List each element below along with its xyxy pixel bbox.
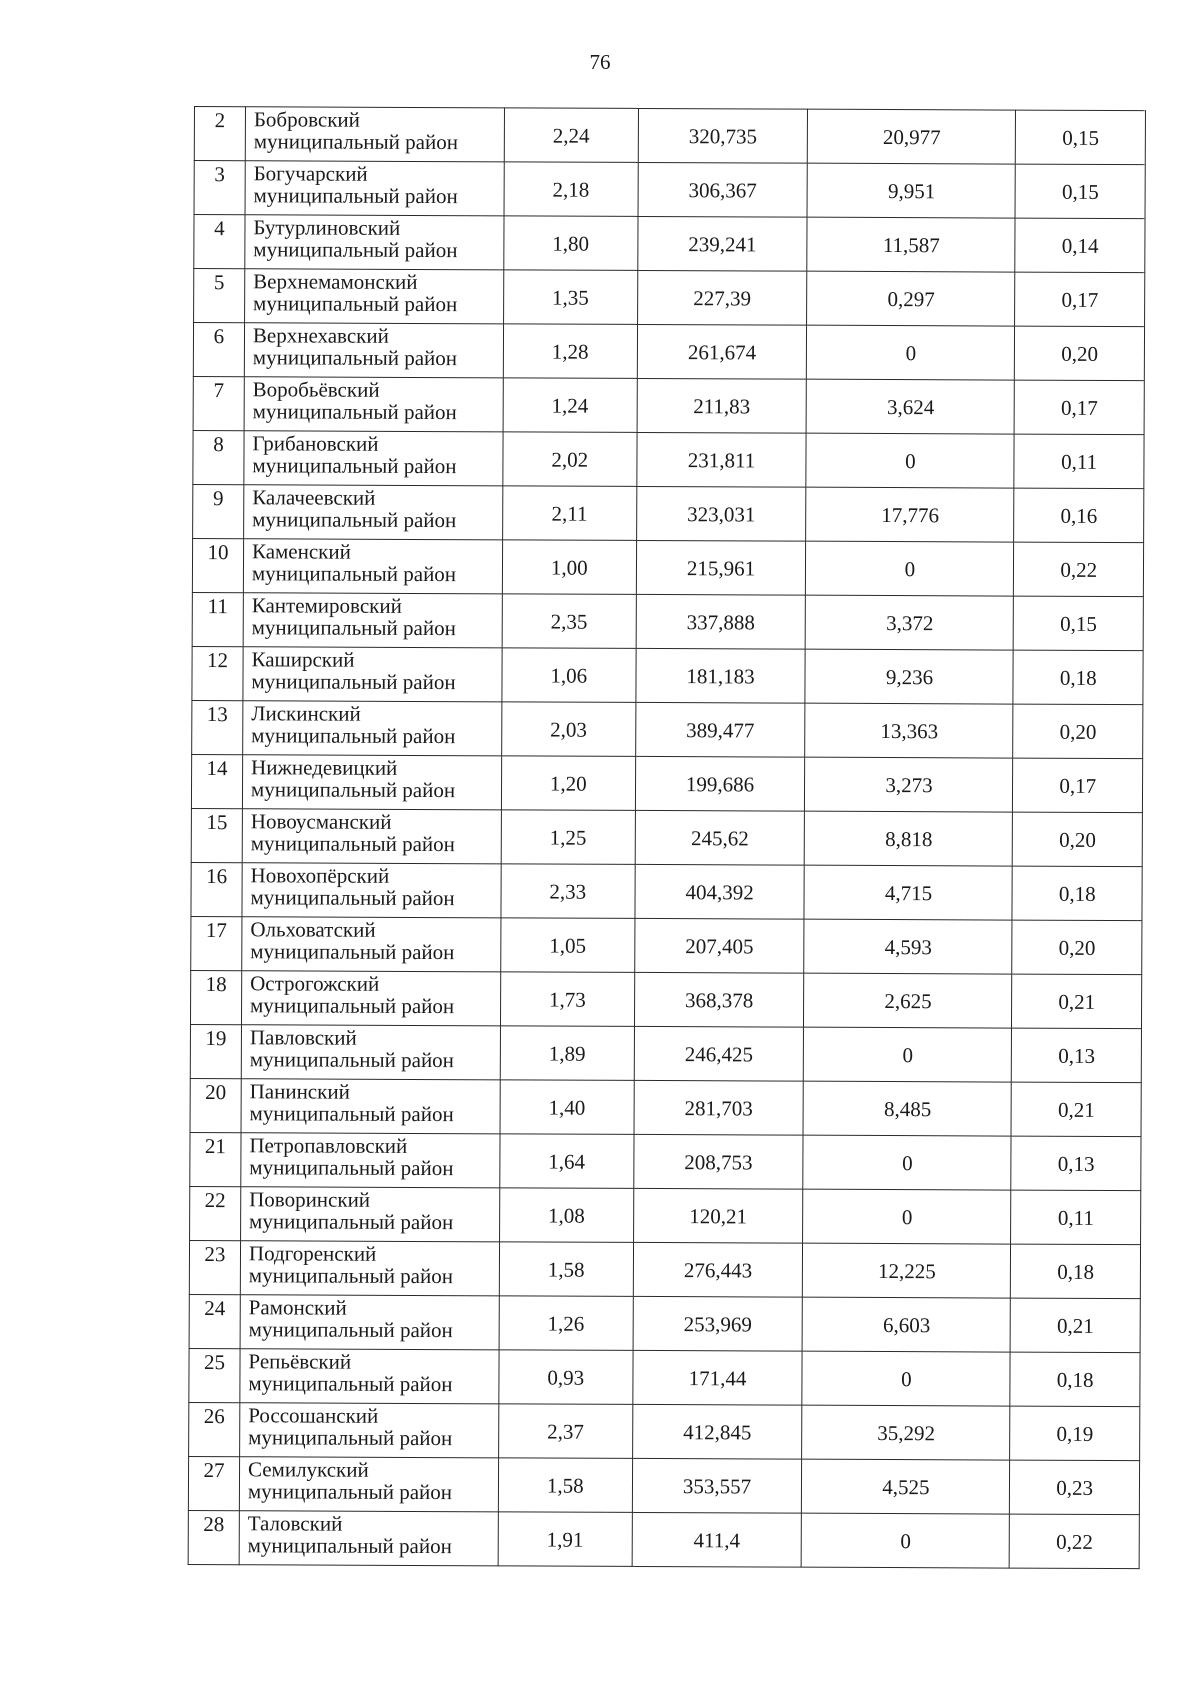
value-cell-v1: 1,05 (501, 918, 635, 973)
table-row (190, 1186, 1141, 1244)
district-type: муниципальный район (249, 993, 455, 1019)
district-type: муниципальный район (248, 1317, 453, 1343)
value-cell-v1: 1,80 (504, 216, 638, 271)
district-name: Рамонский (248, 1295, 347, 1320)
value-cell-v1: 2,35 (502, 594, 636, 649)
district-type: муниципальный район (248, 1425, 453, 1451)
district-name-cell (244, 377, 503, 432)
district-type: муниципальный район (252, 399, 457, 425)
table-row (192, 700, 1143, 758)
table-row (190, 1132, 1141, 1190)
district-type: муниципальный район (247, 1533, 452, 1559)
district-name-cell (244, 485, 503, 540)
value-cell-v4: 0,20 (1013, 812, 1143, 867)
value-cell-v4: 0,20 (1013, 704, 1143, 759)
district-name-cell (240, 1241, 499, 1296)
table-row (191, 862, 1142, 920)
value-cell-v3: 3,372 (806, 595, 1014, 650)
district-name-cell (245, 215, 504, 270)
value-cell-v1: 2,02 (503, 432, 637, 487)
row-number: 7 (193, 376, 244, 430)
table-row (189, 1294, 1140, 1352)
district-type: муниципальный район (249, 1047, 455, 1073)
district-type: муниципальный район (251, 723, 456, 749)
district-name-cell (243, 701, 502, 756)
value-cell-v3: 3,273 (805, 757, 1013, 812)
value-cell-v1: 1,58 (499, 1242, 633, 1297)
district-name: Ольховатский (250, 917, 376, 942)
district-name: Подгоренский (248, 1241, 377, 1266)
value-cell-v4: 0,15 (1014, 596, 1144, 651)
district-name-cell (239, 1511, 498, 1566)
value-cell-v4: 0,15 (1016, 164, 1146, 219)
district-name: Калачеевский (252, 485, 376, 510)
value-cell-v3: 0 (803, 1189, 1011, 1244)
district-name-cell (242, 755, 501, 810)
table-row (189, 1348, 1140, 1406)
row-number: 18 (190, 970, 241, 1024)
table-row (189, 1402, 1140, 1460)
value-cell-v3: 2,625 (804, 973, 1012, 1028)
row-number: 25 (189, 1348, 240, 1402)
value-cell-v1: 1,40 (500, 1080, 634, 1135)
district-type: муниципальный район (249, 1155, 454, 1181)
row-number: 6 (193, 323, 244, 377)
district-name: Каширский (251, 647, 355, 672)
value-cell-v3: 11,587 (807, 217, 1015, 272)
district-name-cell (242, 917, 501, 972)
value-cell-v4: 0,18 (1011, 1244, 1141, 1299)
district-name: Петропавловский (249, 1133, 408, 1158)
value-cell-v3: 0 (803, 1135, 1011, 1190)
table-row (194, 269, 1145, 327)
value-cell-v3: 8,485 (803, 1081, 1011, 1136)
value-cell-v4: 0,17 (1015, 272, 1145, 327)
row-number: 16 (191, 862, 242, 916)
district-type: муниципальный район (250, 885, 455, 911)
value-cell-v2: 181,183 (636, 648, 806, 703)
value-cell-v3: 0 (802, 1351, 1010, 1406)
value-cell-v2: 231,811 (636, 432, 806, 487)
value-cell-v2: 208,753 (633, 1134, 803, 1189)
row-number: 24 (189, 1294, 240, 1348)
row-number: 17 (191, 916, 242, 970)
value-cell-v3: 0 (802, 1513, 1010, 1568)
row-number: 28 (188, 1510, 239, 1564)
district-name: Новоусманский (250, 809, 392, 834)
district-name: Бутурлиновский (253, 215, 401, 240)
value-cell-v2: 261,674 (637, 324, 807, 379)
value-cell-v4: 0,19 (1010, 1406, 1140, 1461)
value-cell-v4: 0,11 (1011, 1190, 1141, 1245)
row-number: 22 (190, 1186, 241, 1240)
table-row (192, 538, 1143, 596)
district-name: Верхнехавский (252, 323, 389, 348)
value-cell-v2: 412,845 (632, 1404, 802, 1459)
table-row (194, 107, 1145, 165)
value-cell-v1: 1,26 (499, 1296, 633, 1351)
district-name-cell (240, 1187, 499, 1242)
value-cell-v1: 1,89 (500, 1026, 634, 1081)
district-type: муниципальный район (251, 669, 456, 695)
value-cell-v4: 0,21 (1012, 974, 1142, 1029)
table-row (189, 1240, 1140, 1298)
value-cell-v4: 0,16 (1014, 488, 1144, 543)
value-cell-v2: 404,392 (635, 864, 805, 919)
district-type: муниципальный район (252, 507, 457, 533)
district-type: муниципальный район (253, 291, 458, 317)
table-row (193, 484, 1144, 542)
district-name-cell (241, 1025, 500, 1080)
district-type: муниципальный район (252, 345, 458, 371)
value-cell-v3: 8,818 (805, 811, 1013, 866)
row-number: 8 (193, 430, 244, 484)
district-name: Лискинский (251, 701, 361, 726)
value-cell-v4: 0,23 (1010, 1460, 1140, 1515)
district-type: муниципальный район (249, 1101, 454, 1127)
value-cell-v3: 9,236 (805, 649, 1013, 704)
row-number: 5 (194, 269, 245, 323)
value-cell-v1: 1,73 (500, 972, 634, 1027)
value-cell-v3: 13,363 (805, 703, 1013, 758)
district-type: муниципальный район (247, 1479, 453, 1505)
district-name: Острогожский (250, 971, 380, 996)
row-number: 13 (192, 700, 243, 754)
value-cell-v2: 199,686 (635, 756, 805, 811)
district-name: Россошанский (248, 1403, 379, 1428)
value-cell-v1: 1,24 (503, 378, 637, 433)
district-name: Воробьёвский (252, 377, 380, 402)
value-cell-v4: 0,13 (1012, 1028, 1142, 1083)
value-cell-v2: 253,969 (633, 1296, 803, 1351)
value-cell-v2: 120,21 (633, 1188, 803, 1243)
value-cell-v4: 0,18 (1010, 1352, 1140, 1407)
district-name-cell (241, 1133, 500, 1188)
table-row (193, 430, 1144, 488)
value-cell-v4: 0,20 (1012, 920, 1142, 975)
value-cell-v2: 306,367 (638, 162, 808, 217)
district-type: муниципальный район (250, 777, 456, 803)
district-type: муниципальный район (250, 831, 455, 857)
district-type: муниципальный район (253, 129, 459, 155)
value-cell-v2: 215,961 (636, 540, 806, 595)
district-name: Таловский (247, 1511, 343, 1536)
district-name-cell (243, 593, 502, 648)
row-number: 3 (194, 161, 245, 215)
district-type: муниципальный район (253, 237, 458, 263)
value-cell-v3: 9,951 (807, 163, 1015, 218)
table-row (194, 215, 1145, 273)
district-name-cell (243, 647, 502, 702)
district-name-cell (244, 323, 503, 378)
value-cell-v4: 0,11 (1014, 434, 1144, 489)
value-cell-v2: 353,557 (632, 1458, 802, 1513)
value-cell-v3: 0,297 (807, 271, 1015, 326)
value-cell-v4: 0,18 (1013, 650, 1143, 705)
value-cell-v3: 4,525 (802, 1459, 1010, 1514)
row-number: 2 (194, 107, 245, 161)
district-name-cell (240, 1349, 499, 1404)
district-name-cell (245, 161, 504, 216)
value-cell-v1: 2,03 (502, 702, 636, 757)
value-cell-v3: 3,624 (807, 379, 1015, 434)
table-row (191, 754, 1142, 812)
value-cell-v4: 0,21 (1011, 1082, 1141, 1137)
value-cell-v1: 2,11 (503, 486, 637, 541)
value-cell-v1: 1,35 (503, 270, 637, 325)
district-name-cell (242, 863, 501, 918)
row-number: 4 (194, 215, 245, 269)
value-cell-v4: 0,14 (1015, 218, 1145, 273)
district-name: Семилукский (247, 1457, 369, 1482)
row-number: 19 (190, 1024, 241, 1078)
value-cell-v2: 207,405 (634, 918, 804, 973)
district-name: Грибановский (252, 431, 379, 456)
district-name-cell (245, 107, 504, 162)
value-cell-v1: 1,00 (502, 540, 636, 595)
value-cell-v2: 227,39 (637, 270, 807, 325)
value-cell-v3: 20,977 (808, 109, 1016, 164)
value-cell-v1: 0,93 (499, 1350, 633, 1405)
table-row (191, 916, 1142, 974)
row-number: 10 (192, 538, 243, 592)
district-type: муниципальный район (252, 453, 457, 479)
value-cell-v2: 245,62 (635, 810, 805, 865)
value-cell-v2: 171,44 (632, 1350, 802, 1405)
row-number: 27 (188, 1456, 239, 1510)
value-cell-v4: 0,20 (1015, 326, 1145, 381)
value-cell-v1: 1,06 (502, 648, 636, 703)
value-cell-v3: 0 (804, 1027, 1012, 1082)
value-cell-v3: 17,776 (806, 487, 1014, 542)
district-name-cell (244, 431, 503, 486)
value-cell-v1: 1,28 (503, 324, 637, 379)
value-cell-v1: 1,20 (501, 756, 635, 811)
district-name: Богучарский (253, 161, 368, 186)
district-name-cell (243, 539, 502, 594)
value-cell-v1: 2,18 (504, 162, 638, 217)
table-row (192, 592, 1143, 650)
row-number: 14 (191, 754, 242, 808)
value-cell-v3: 35,292 (802, 1405, 1010, 1460)
value-cell-v1: 2,33 (501, 864, 635, 919)
row-number: 23 (189, 1240, 240, 1294)
row-number: 21 (190, 1132, 241, 1186)
district-name-cell (240, 1295, 499, 1350)
row-number: 26 (189, 1402, 240, 1456)
district-name-cell (239, 1457, 498, 1512)
value-cell-v1: 1,64 (500, 1134, 634, 1189)
value-cell-v4: 0,18 (1012, 866, 1142, 921)
row-number: 12 (192, 646, 243, 700)
page-number: 76 (589, 50, 611, 74)
value-cell-v3: 12,225 (803, 1243, 1011, 1298)
row-number: 15 (191, 808, 242, 862)
value-cell-v2: 281,703 (634, 1080, 804, 1135)
value-cell-v4: 0,15 (1016, 110, 1146, 165)
district-type: муниципальный район (251, 561, 457, 587)
value-cell-v4: 0,22 (1010, 1514, 1140, 1569)
value-cell-v2: 337,888 (636, 594, 806, 649)
value-cell-v3: 6,603 (803, 1297, 1011, 1352)
district-name: Нижнедевицкий (251, 755, 398, 780)
district-name: Бобровский (253, 107, 360, 132)
district-name-cell (242, 809, 501, 864)
value-cell-v3: 4,593 (804, 919, 1012, 974)
data-table (188, 106, 1146, 1569)
value-cell-v2: 368,378 (634, 972, 804, 1027)
value-cell-v1: 1,58 (498, 1458, 632, 1513)
value-cell-v3: 4,715 (804, 865, 1012, 920)
value-cell-v2: 389,477 (635, 702, 805, 757)
value-cell-v2: 323,031 (636, 486, 806, 541)
table-row (193, 323, 1144, 381)
value-cell-v2: 211,83 (637, 378, 807, 433)
value-cell-v2: 411,4 (632, 1512, 802, 1567)
table-row (194, 161, 1145, 219)
row-number: 11 (192, 592, 243, 646)
value-cell-v2: 276,443 (633, 1242, 803, 1297)
district-type: муниципальный район (248, 1371, 453, 1397)
row-number: 20 (190, 1078, 241, 1132)
value-cell-v4: 0,13 (1011, 1136, 1141, 1191)
value-cell-v1: 2,37 (499, 1404, 633, 1459)
district-type: муниципальный район (251, 615, 456, 641)
district-name: Павловский (249, 1025, 357, 1050)
value-cell-v3: 0 (806, 433, 1014, 488)
value-cell-v3: 0 (806, 541, 1014, 596)
value-cell-v1: 1,08 (499, 1188, 633, 1243)
district-name: Верхнемамонский (253, 269, 418, 294)
district-name-cell (241, 1079, 500, 1134)
value-cell-v4: 0,17 (1015, 380, 1145, 435)
district-name-cell (244, 269, 503, 324)
table-row (190, 970, 1141, 1028)
table-row (191, 808, 1142, 866)
table-row (188, 1510, 1139, 1568)
value-cell-v1: 2,24 (504, 108, 638, 163)
row-number: 9 (193, 484, 244, 538)
table-body (188, 107, 1145, 1569)
table-row (193, 376, 1144, 434)
value-cell-v2: 320,735 (638, 108, 808, 163)
value-cell-v3: 0 (807, 325, 1015, 380)
district-name: Новохопёрский (250, 863, 390, 888)
district-type: муниципальный район (248, 1263, 454, 1289)
district-name: Панинский (249, 1079, 350, 1104)
value-cell-v1: 1,91 (498, 1512, 632, 1567)
value-cell-v2: 246,425 (634, 1026, 804, 1081)
value-cell-v1: 1,25 (501, 810, 635, 865)
table-row (188, 1456, 1139, 1514)
district-type: муниципальный район (250, 939, 455, 965)
value-cell-v4: 0,22 (1014, 542, 1144, 597)
table-row (190, 1024, 1141, 1082)
district-name: Поворинский (249, 1187, 371, 1212)
district-type: муниципальный район (249, 1209, 454, 1235)
value-cell-v2: 239,241 (637, 216, 807, 271)
district-name-cell (241, 971, 500, 1026)
district-type: муниципальный район (253, 183, 458, 209)
value-cell-v4: 0,17 (1013, 758, 1143, 813)
district-name: Каменский (251, 539, 351, 564)
table-row (190, 1078, 1141, 1136)
value-cell-v4: 0,21 (1011, 1298, 1141, 1353)
table-row (192, 646, 1143, 704)
district-name-cell (240, 1403, 499, 1458)
district-name: Кантемировский (251, 593, 402, 618)
district-name: Репьёвский (248, 1349, 352, 1374)
